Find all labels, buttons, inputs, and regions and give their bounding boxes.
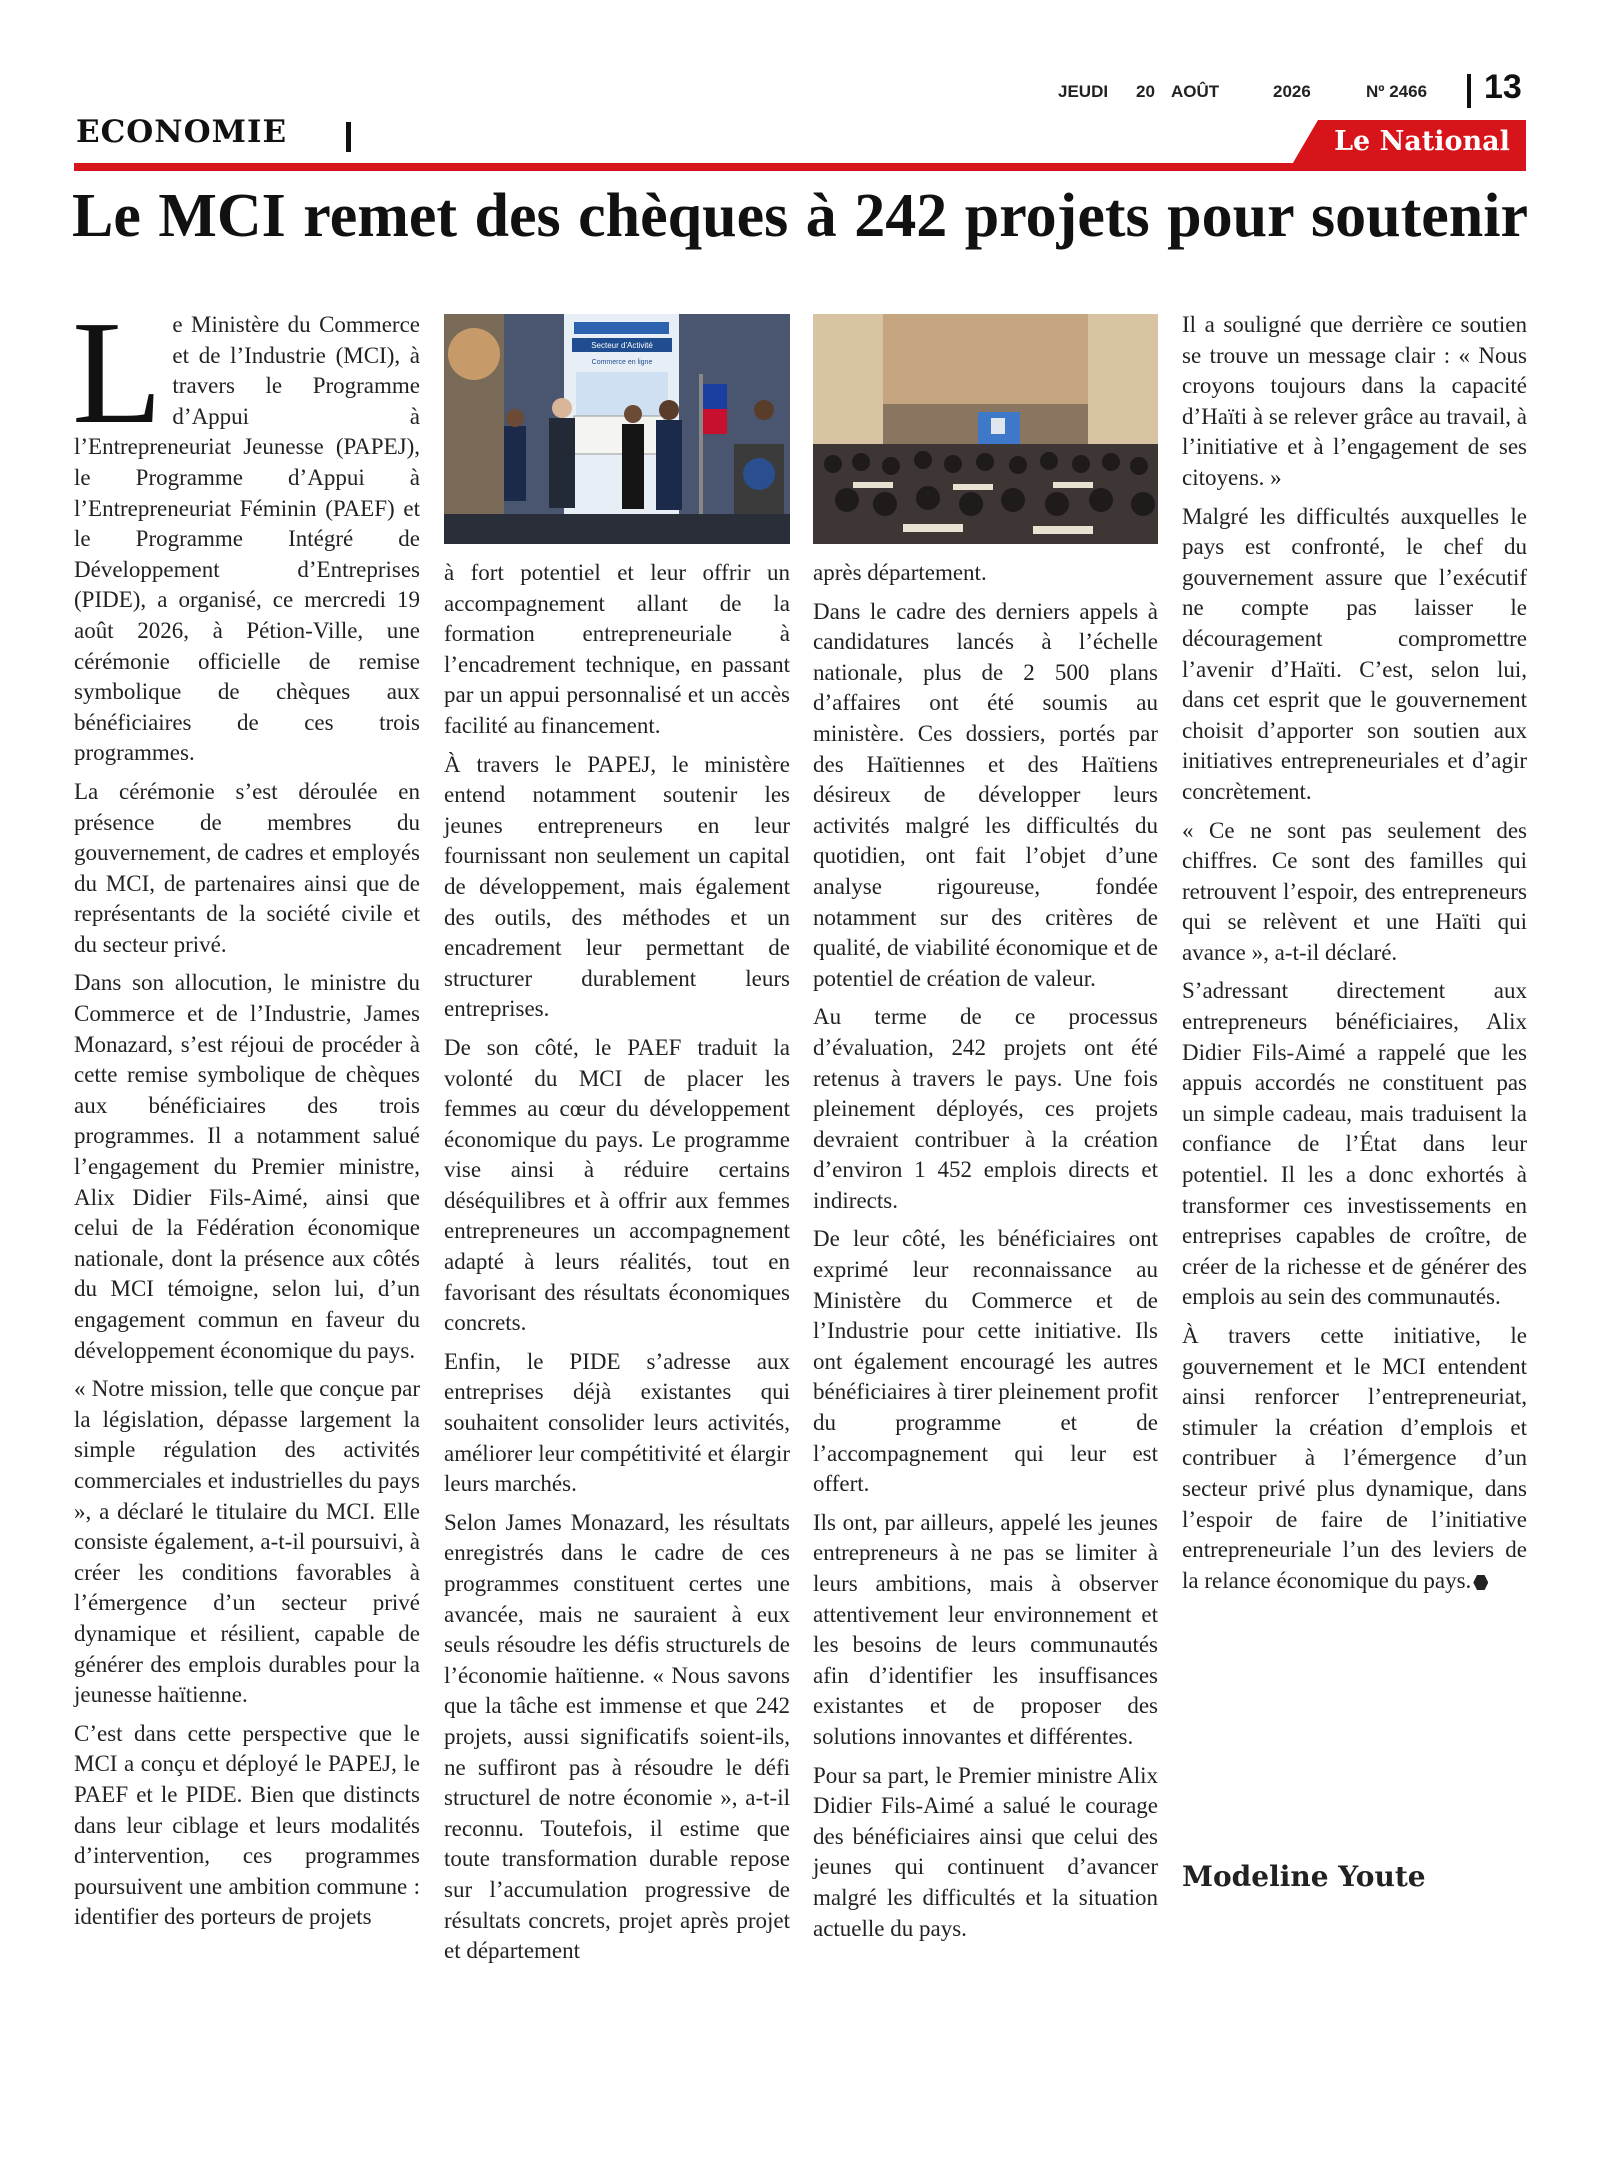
author-byline: Modeline Youte xyxy=(1182,1860,1426,1893)
drop-cap: L xyxy=(72,291,163,455)
paragraph: à fort potentiel et leur offrir un accompagnement allant de la formation entrepreneuriale à l’encadrement technique, en passant par un appui personnalisé et un accès facilité au financement. xyxy=(444,560,790,738)
paragraph xyxy=(72,291,420,769)
article-column-3 xyxy=(813,558,1158,1952)
paragraph: Ils ont, par ailleurs, appelé les jeunes entrepreneurs à ne pas se limiter à leurs ambitions, mais à observer attentivement leur environnement et les besoins de leurs communautés afin d’identifier les insuffisances existantes et de proposer des solutions innovantes et différentes. xyxy=(813,1509,1158,1749)
issue-number: Nº 2466 xyxy=(1366,82,1428,101)
section-title: ECONOMIE xyxy=(76,114,288,150)
paragraph: La cérémonie s’est déroulée en présence de membres du gouvernement, de cadres et employés du MCI, de partenaires ainsi que de représentants de la société civile et du secteur privé. xyxy=(74,778,420,957)
audience-photo xyxy=(813,314,1158,544)
paragraph: « Notre mission, telle que conçue par la législation, dépasse largement la simple régulation des activités commerciales et industrielles du pays », a déclaré le titulaire du MCI. Elle consiste également, a-t-il poursuivi, à créer les conditions favorables à l’émergence d’un secteur privé dynamique et résilient, capable de générer des emplois durables pour la jeunesse haïtienne. xyxy=(74,1376,420,1708)
end-of-article-icon xyxy=(1473,1575,1488,1590)
section-divider xyxy=(346,122,351,152)
paragraph: S’adressant directement aux entrepreneurs bénéficiaires, Alix Didier Fils-Aimé a rappelé que les appuis accordés ne constituent pas un simple cadeau, mais traduisent la confiance de l’État dans leur potentiel. Il les a donc exhortés à transformer ces investissements en entreprises capables de croître, de créer de la richesse et de générer des emplois au sein des communautés. xyxy=(1182,978,1527,1310)
paragraph: Enfin, le PIDE s’adresse aux entreprises déjà existantes qui souhaitent consolider leurs activités, améliorer leur compétitivité et élargir leurs marchés. xyxy=(444,1348,790,1497)
board-subtitle: Commerce en ligne xyxy=(591,359,653,366)
paragraph: Il a souligné que derrière ce soutien se trouve un message clair : « Nous croyons toujours dans la capacité d’Haïti à se relever grâce au travail, à l’initiative et à l’engagement de ses citoyens. » xyxy=(1182,312,1527,490)
paragraph: Dans son allocution, le ministre du Commerce et de l’Industrie, James Monazard, s’est réjoui de procéder à cette remise symbolique de chèques aux bénéficiaires des trois programmes. Il a notamment salué l’engagement du Premier ministre, Alix Didier Fils-Aimé, ainsi que celui de la Fédération économique nationale, dont la présence aux côtés du MCI témoigne, selon lui, d’un engagement commun en faveur du développement économique du pays. xyxy=(74,970,420,1363)
page-number-divider xyxy=(1467,74,1471,108)
board-title: Secteur d'Activité xyxy=(591,341,653,350)
paragraph: De leur côté, les bénéficiaires ont exprimé leur reconnaissance au Ministère du Commerce et de l’Industrie pour cette initiative. Ils ont également encouragé les autres bénéficiaires à tirer pleinement profit du programme et de l’accompagnement qui leur est offert. xyxy=(813,1226,1158,1497)
article-column-2 xyxy=(444,558,790,1975)
article-column-4 xyxy=(1182,310,1527,1604)
issue-date: 20 xyxy=(1136,82,1155,101)
paragraph: Au terme de ce processus d’évaluation, 242 projets ont été retenus à travers le pays. Une fois pleinement déployés, ces projets devraient contribuer à la création d’environ 1 452 emplois directs et indirects. xyxy=(813,1004,1158,1213)
paragraph: après département. xyxy=(813,560,987,585)
paragraph: « Ce ne sont pas seulement des chiffres. Ce sont des familles qui retrouvent l’espoir, des entrepreneurs qui se relèvent et une Haïti qui avance », a-t-il déclaré. xyxy=(1182,817,1527,965)
issue-year: 2026 xyxy=(1273,82,1311,101)
paragraph: C’est dans cette perspective que le MCI a conçu et déployé le PAPEJ, le PAEF et le PIDE. Bien que distincts dans leur ciblage et leurs modalités d’intervention, ces programmes poursuivent une ambition commune : identifier des porteurs de projets xyxy=(74,1720,420,1930)
paragraph: Selon James Monazard, les résultats enregistrés dans le cadre de ces programmes constituent certes une avancée, mais ne sauraient à eux seuls résoudre les défis structurels de l’économie haïtienne. « Nous savons que la tâche est immense et que 242 projets, aussi significatifs soient-ils, ne suffiront pas à résoudre le défi structurel de notre économie », a-t-il reconnu. Toutefois, il estime que toute transformation durable repose sur l’accumulation progressive de résultats concrets, projet après projet et département xyxy=(444,1509,790,1964)
paragraph: Dans le cadre des derniers appels à candidatures lancés à l’échelle nationale, plus de 2 500 plans d’affaires ont été soumis au ministère. Ces dossiers, portés par des Haïtiennes et des Haïtiens désireux de développer leurs activités malgré les difficultés du quotidien, ont fait l’objet d’une analyse rigoureuse, fondée notamment sur des critères de qualité, de viabilité économique et de potentiel de création de valeur. xyxy=(813,598,1158,991)
issue-month: AOÛT xyxy=(1171,82,1220,101)
paragraph: Pour sa part, le Premier ministre Alix Didier Fils-Aimé a salué le courage des bénéficiaires ainsi que celui des jeunes qui continuent d’avancer malgré les difficultés et la situation actuelle du pays. xyxy=(813,1762,1158,1941)
paragraph: Malgré les difficultés auxquelles le pays est confronté, le chef du gouvernement assure que l’exécutif ne compte pas laisser le découragement compromettre l’avenir d’Haïti. C’est, selon lui, dans cet esprit que le gouvernement choisit d’apporter son soutien aux initiatives entrepreneuriales et d’agir concrètement. xyxy=(1182,503,1527,804)
paragraph: À travers le PAPEJ, le ministère entend notamment soutenir les jeunes entrepreneurs en leur fournissant non seulement un capital de développement, mais également des outils, des méthodes et un encadrement leur permettant de structurer durablement leurs entreprises. xyxy=(444,751,790,1022)
paragraph: De son côté, le PAEF traduit la volonté du MCI de placer les femmes au cœur du développement économique du pays. Le programme vise ainsi à réduire certains déséquilibres et à offrir aux femmes entrepreneures un accompagnement adapté à leurs réalités, tout en favorisant des résultats économiques concrets. xyxy=(444,1034,790,1336)
ceremony-photo xyxy=(444,314,790,544)
paragraph-text: À travers cette initiative, le gouvernement et le MCI entendent ainsi renforcer l’entrepreneuriat, stimuler la création d’emplois et contribuer à l’émergence d’un secteur privé plus dynamique, dans l’espoir de faire de l’initiative entrepreneuriale l’un des leviers de la relance économique du pays. xyxy=(1182,1323,1527,1593)
headline: Le MCI remet des chèques à 242 projets pour soutenir xyxy=(72,182,1528,250)
paragraph-text: e Ministère du Commerce et de l’Industrie (MCI), à travers le Programme d’Appui à l’Entrepreneuriat Jeunesse (PAPEJ), le Programme d’Appui à l’Entrepreneuriat Féminin (PAEF) et le Programme Intégré de Développement d’Entreprises (PIDE), a organisé, ce mercredi 19 août 2026, à Pétion-Ville, une cérémonie officielle de remise symbolique de chèques aux bénéficiaires de ces trois programmes. xyxy=(74,312,420,766)
page-number: 13 xyxy=(1484,68,1522,106)
header-rule xyxy=(74,163,1526,171)
brand-name: Le National xyxy=(1334,126,1510,157)
issue-day: JEUDI xyxy=(1058,82,1109,101)
article-column-1 xyxy=(72,291,420,1941)
paragraph xyxy=(1182,1321,1527,1596)
